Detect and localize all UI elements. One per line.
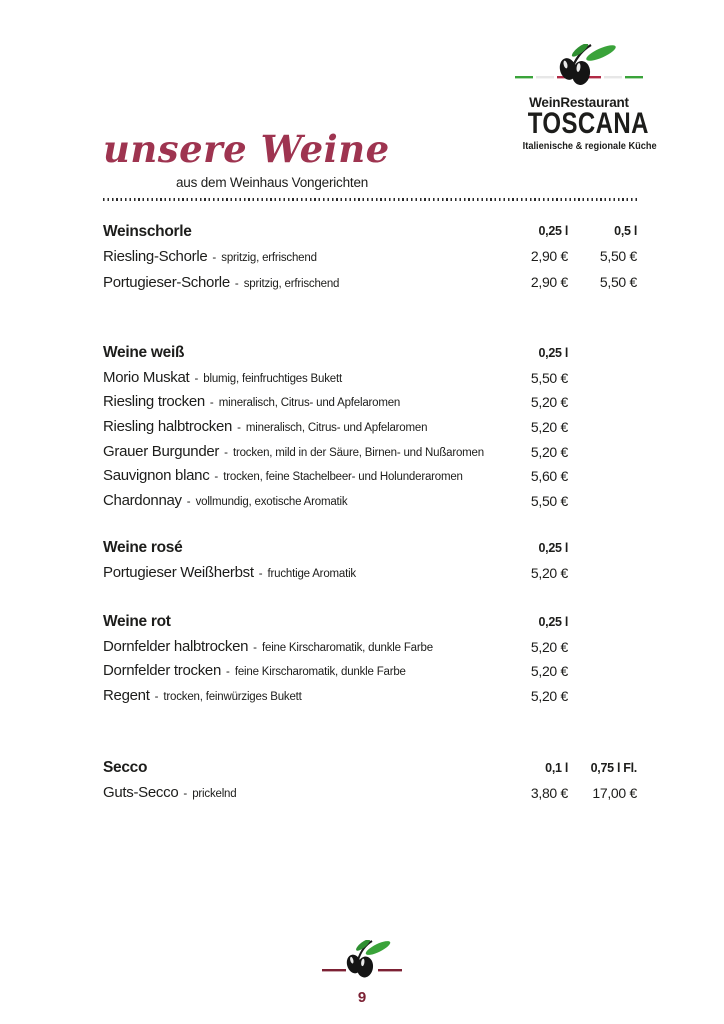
footer-olive-icon bbox=[320, 940, 404, 986]
price-column-header bbox=[568, 610, 637, 635]
menu-item-row bbox=[103, 684, 637, 709]
menu-item-row bbox=[103, 781, 637, 806]
logo-restaurant-name: TOSCANA bbox=[527, 107, 649, 140]
item-name: Dornfelder halbtrocken bbox=[103, 637, 249, 655]
price-column-header: 0,75 l Fl. bbox=[590, 761, 637, 775]
item-description: feine Kirscharomatik, dunkle Farbe bbox=[234, 666, 406, 679]
item-price bbox=[568, 464, 637, 489]
menu-item-row bbox=[103, 659, 637, 684]
item-separator: - bbox=[253, 641, 257, 654]
item-price: 2,90 € bbox=[530, 273, 568, 290]
item-price bbox=[568, 684, 637, 709]
item-name: Morio Muskat bbox=[103, 368, 190, 386]
page-number: 9 bbox=[357, 989, 367, 1006]
item-price: 5,20 € bbox=[530, 419, 568, 436]
menu-item-row bbox=[103, 244, 637, 269]
price-column-header: 0,1 l bbox=[545, 761, 568, 775]
price-column-header: 0,25 l bbox=[538, 224, 568, 238]
item-price: 5,50 € bbox=[530, 493, 568, 510]
item-name: Grauer Burgunder bbox=[103, 442, 220, 460]
section-header-row bbox=[103, 341, 637, 366]
section-title: Weine rot bbox=[103, 613, 171, 630]
item-separator: - bbox=[237, 422, 241, 435]
item-name: Chardonnay bbox=[103, 492, 182, 510]
item-description: feine Kirscharomatik, dunkle Farbe bbox=[262, 641, 433, 654]
section-header-row bbox=[103, 610, 637, 635]
logo-restaurant-type: WeinRestaurant bbox=[529, 95, 629, 110]
item-description: spritzig, erfrischend bbox=[221, 252, 317, 265]
section-weine-weiss bbox=[103, 341, 637, 514]
item-price: 5,20 € bbox=[530, 663, 568, 680]
section-weinschorle bbox=[103, 219, 637, 295]
logo-tagline: Italienische & regionale Küche bbox=[522, 140, 657, 152]
menu-item-row bbox=[103, 635, 637, 660]
item-separator: - bbox=[186, 496, 191, 509]
item-price: 5,20 € bbox=[530, 638, 568, 655]
item-separator: - bbox=[212, 252, 217, 265]
item-price bbox=[568, 635, 637, 660]
item-price: 2,90 € bbox=[530, 248, 568, 265]
item-name: Guts-Secco bbox=[103, 783, 179, 801]
section-header-row bbox=[103, 219, 637, 244]
item-price: 5,50 € bbox=[599, 273, 637, 290]
item-separator: - bbox=[214, 471, 219, 484]
section-weine-rose bbox=[103, 536, 637, 585]
item-description: mineralisch, Citrus- und Apfelaromen bbox=[218, 397, 401, 410]
item-price bbox=[568, 415, 637, 440]
item-price bbox=[568, 390, 637, 415]
item-separator: - bbox=[183, 787, 188, 800]
item-price: 5,20 € bbox=[530, 443, 568, 460]
page-title: unsere Weine bbox=[103, 127, 390, 171]
section-title: Weine rosé bbox=[103, 539, 183, 556]
restaurant-logo bbox=[515, 44, 657, 152]
section-header-row bbox=[103, 756, 637, 781]
section-title: Weine weiß bbox=[103, 344, 185, 361]
menu-item-row bbox=[103, 440, 637, 465]
item-separator: - bbox=[194, 372, 199, 385]
page-footer bbox=[0, 940, 724, 1006]
section-title: Weinschorle bbox=[103, 223, 192, 240]
item-description: mineralisch, Citrus- und Apfelaromen bbox=[245, 422, 428, 435]
section-title: Secco bbox=[103, 759, 148, 776]
item-name: Riesling halbtrocken bbox=[103, 418, 233, 436]
item-name: Portugieser Weißherbst bbox=[103, 563, 254, 581]
menu-item-row bbox=[103, 390, 637, 415]
price-column-header: 0,25 l bbox=[538, 541, 568, 555]
item-separator: - bbox=[154, 691, 159, 704]
menu-item-row bbox=[103, 415, 637, 440]
price-column-header: 0,25 l bbox=[538, 346, 568, 360]
item-price: 5,50 € bbox=[530, 369, 568, 386]
menu-item-row bbox=[103, 270, 637, 295]
menu-item-row bbox=[103, 464, 637, 489]
price-column-header bbox=[568, 536, 637, 561]
price-column-header bbox=[568, 341, 637, 366]
item-description: trocken, mild in der Säure, Birnen- und Nußaromen bbox=[232, 446, 484, 459]
item-description: blumig, feinfruchtiges Bukett bbox=[203, 372, 342, 385]
item-price bbox=[568, 489, 637, 514]
item-price: 17,00 € bbox=[592, 784, 637, 801]
item-price bbox=[568, 366, 637, 391]
item-description: trocken, feinwürziges Bukett bbox=[163, 691, 302, 704]
item-name: Dornfelder trocken bbox=[103, 662, 221, 680]
item-price: 5,20 € bbox=[530, 394, 568, 411]
item-separator: - bbox=[226, 666, 230, 679]
item-price bbox=[568, 561, 637, 586]
item-price bbox=[568, 440, 637, 465]
item-description: vollmundig, exotische Aromatik bbox=[195, 496, 348, 509]
item-separator: - bbox=[258, 567, 263, 580]
price-column-header: 0,25 l bbox=[538, 615, 568, 629]
item-price: 5,50 € bbox=[599, 248, 637, 265]
item-separator: - bbox=[234, 277, 239, 290]
olive-branch-icon bbox=[515, 44, 643, 90]
dotted-divider bbox=[103, 198, 637, 201]
menu-item-row bbox=[103, 366, 637, 391]
item-price bbox=[568, 659, 637, 684]
price-column-header: 0,5 l bbox=[614, 224, 637, 238]
item-name: Regent bbox=[103, 687, 150, 705]
item-price: 5,20 € bbox=[530, 688, 568, 705]
item-name: Riesling trocken bbox=[103, 393, 205, 411]
item-separator: - bbox=[209, 397, 214, 410]
item-description: prickelnd bbox=[192, 787, 237, 800]
item-description: fruchtige Aromatik bbox=[267, 567, 356, 580]
menu-item-row bbox=[103, 489, 637, 514]
item-price: 5,60 € bbox=[530, 468, 568, 485]
item-name: Portugieser-Schorle bbox=[103, 273, 230, 291]
page-subtitle: aus dem Weinhaus Vongerichten bbox=[176, 175, 369, 190]
section-weine-rot bbox=[103, 610, 637, 709]
section-secco bbox=[103, 756, 637, 805]
item-description: spritzig, erfrischend bbox=[243, 277, 340, 290]
item-separator: - bbox=[224, 446, 228, 459]
item-name: Sauvignon blanc bbox=[103, 467, 210, 485]
item-description: trocken, feine Stachelbeer- und Holunderaromen bbox=[223, 471, 463, 484]
item-price: 5,20 € bbox=[530, 564, 568, 581]
menu-item-row bbox=[103, 561, 637, 586]
section-header-row bbox=[103, 536, 637, 561]
item-price: 3,80 € bbox=[530, 784, 568, 801]
item-name: Riesling-Schorle bbox=[103, 248, 208, 266]
